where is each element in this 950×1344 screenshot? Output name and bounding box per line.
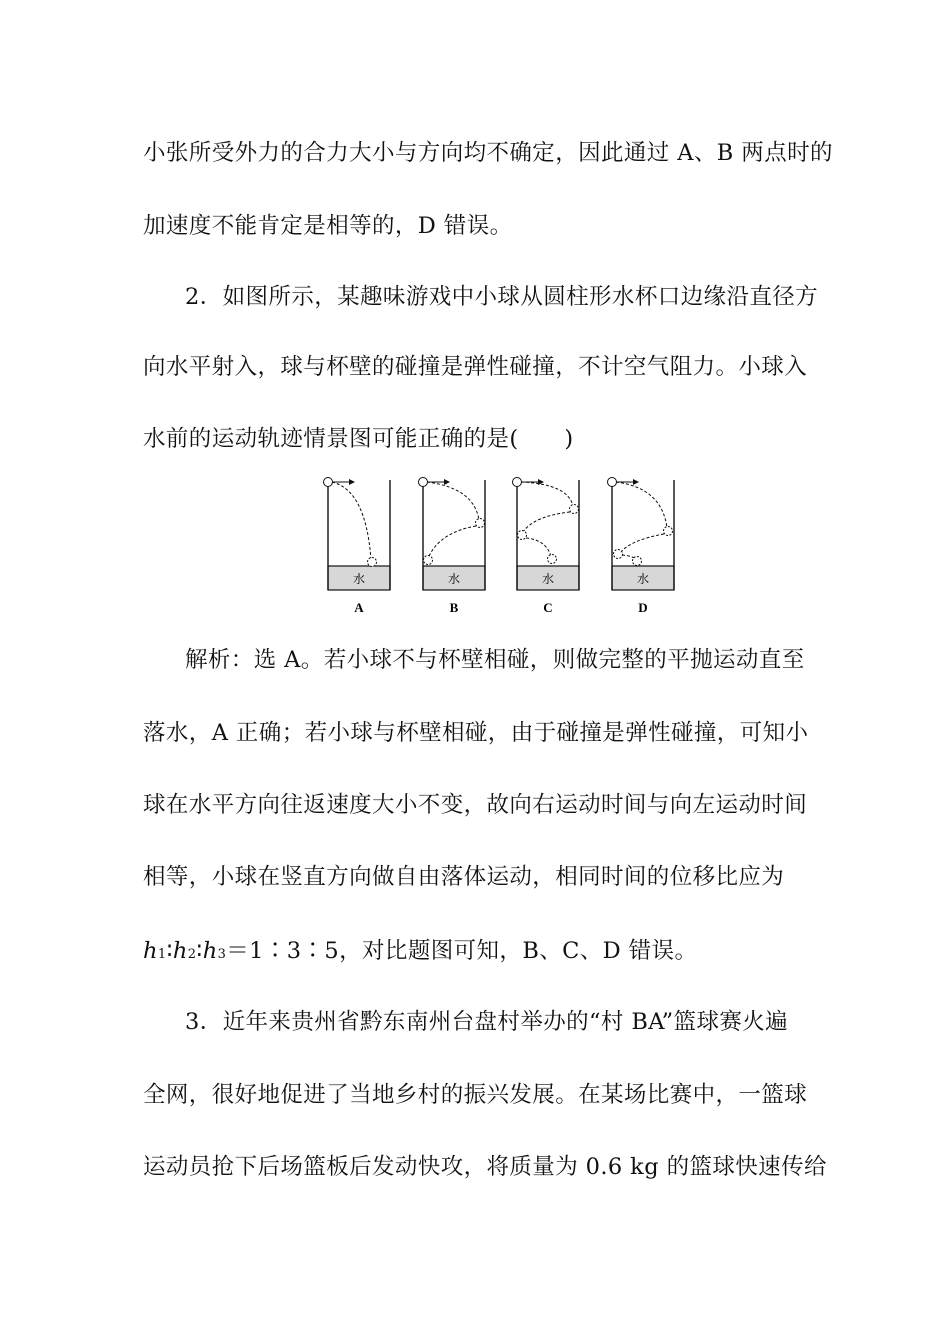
analysis-line-3: 球在水平方向往返速度大小不变，故向右运动时间与向左运动时间 <box>143 792 808 818</box>
analysis-line-2: 落水，A 正确；若小球与杯壁相碰，由于碰撞是弹性碰撞，可知小 <box>143 720 809 746</box>
var-h: h <box>202 938 218 964</box>
var-h: h <box>172 938 188 964</box>
question-3-line-1: 3．近年来贵州省黔东南州台盘村举办的“村 BA”篮球赛火遍 <box>185 1009 789 1035</box>
trajectory-figure <box>316 470 686 620</box>
ratio-values: ＝1∶3∶5 <box>226 938 340 964</box>
option-label-a: A <box>354 600 364 615</box>
analysis-line-5 <box>0 936 950 970</box>
water-label-b: 水 <box>447 572 461 586</box>
analysis-line-1: 解析：选 A。若小球不与杯壁相碰，则做完整的平抛运动直至 <box>185 647 805 673</box>
text-line-2: 加速度不能肯定是相等的，D 错误。 <box>143 213 513 239</box>
water-label-d: 水 <box>636 572 650 586</box>
ratio-colon: ∶ <box>196 938 203 964</box>
question-3-line-3: 运动员抢下后场篮板后发动快攻，将质量为 0.6 kg 的篮球快速传给 <box>143 1154 827 1180</box>
option-label-b: B <box>449 600 459 615</box>
water-label-a: 水 <box>352 572 366 586</box>
var-h: h <box>143 938 158 964</box>
sub-2: 2 <box>187 947 197 962</box>
sub-3: 3 <box>217 947 227 962</box>
option-label-c: C <box>543 600 553 615</box>
analysis-line-4: 相等，小球在竖直方向做自由落体运动，相同时间的位移比应为 <box>143 864 785 890</box>
sub-1: 1 <box>157 947 167 962</box>
question-3-line-2: 全网，很好地促进了当地乡村的振兴发展。在某场比赛中，一篮球 <box>143 1082 808 1108</box>
text-line-1: 小张所受外力的合力大小与方向均不确定，因此通过 A、B 两点时的 <box>143 140 833 166</box>
option-label-d: D <box>638 600 648 615</box>
analysis-conclusion: ，对比题图可知，B、C、D 错误。 <box>339 938 698 964</box>
ratio-colon: ∶ <box>166 938 173 964</box>
question-2-line-1: 2．如图所示，某趣味游戏中小球从圆柱形水杯口边缘沿直径方 <box>185 284 819 310</box>
water-label-c: 水 <box>541 572 555 586</box>
question-2-line-2: 向水平射入，球与杯壁的碰撞是弹性碰撞，不计空气阻力。小球入 <box>143 354 808 380</box>
question-2-line-3: 水前的运动轨迹情景图可能正确的是( ) <box>143 426 574 452</box>
